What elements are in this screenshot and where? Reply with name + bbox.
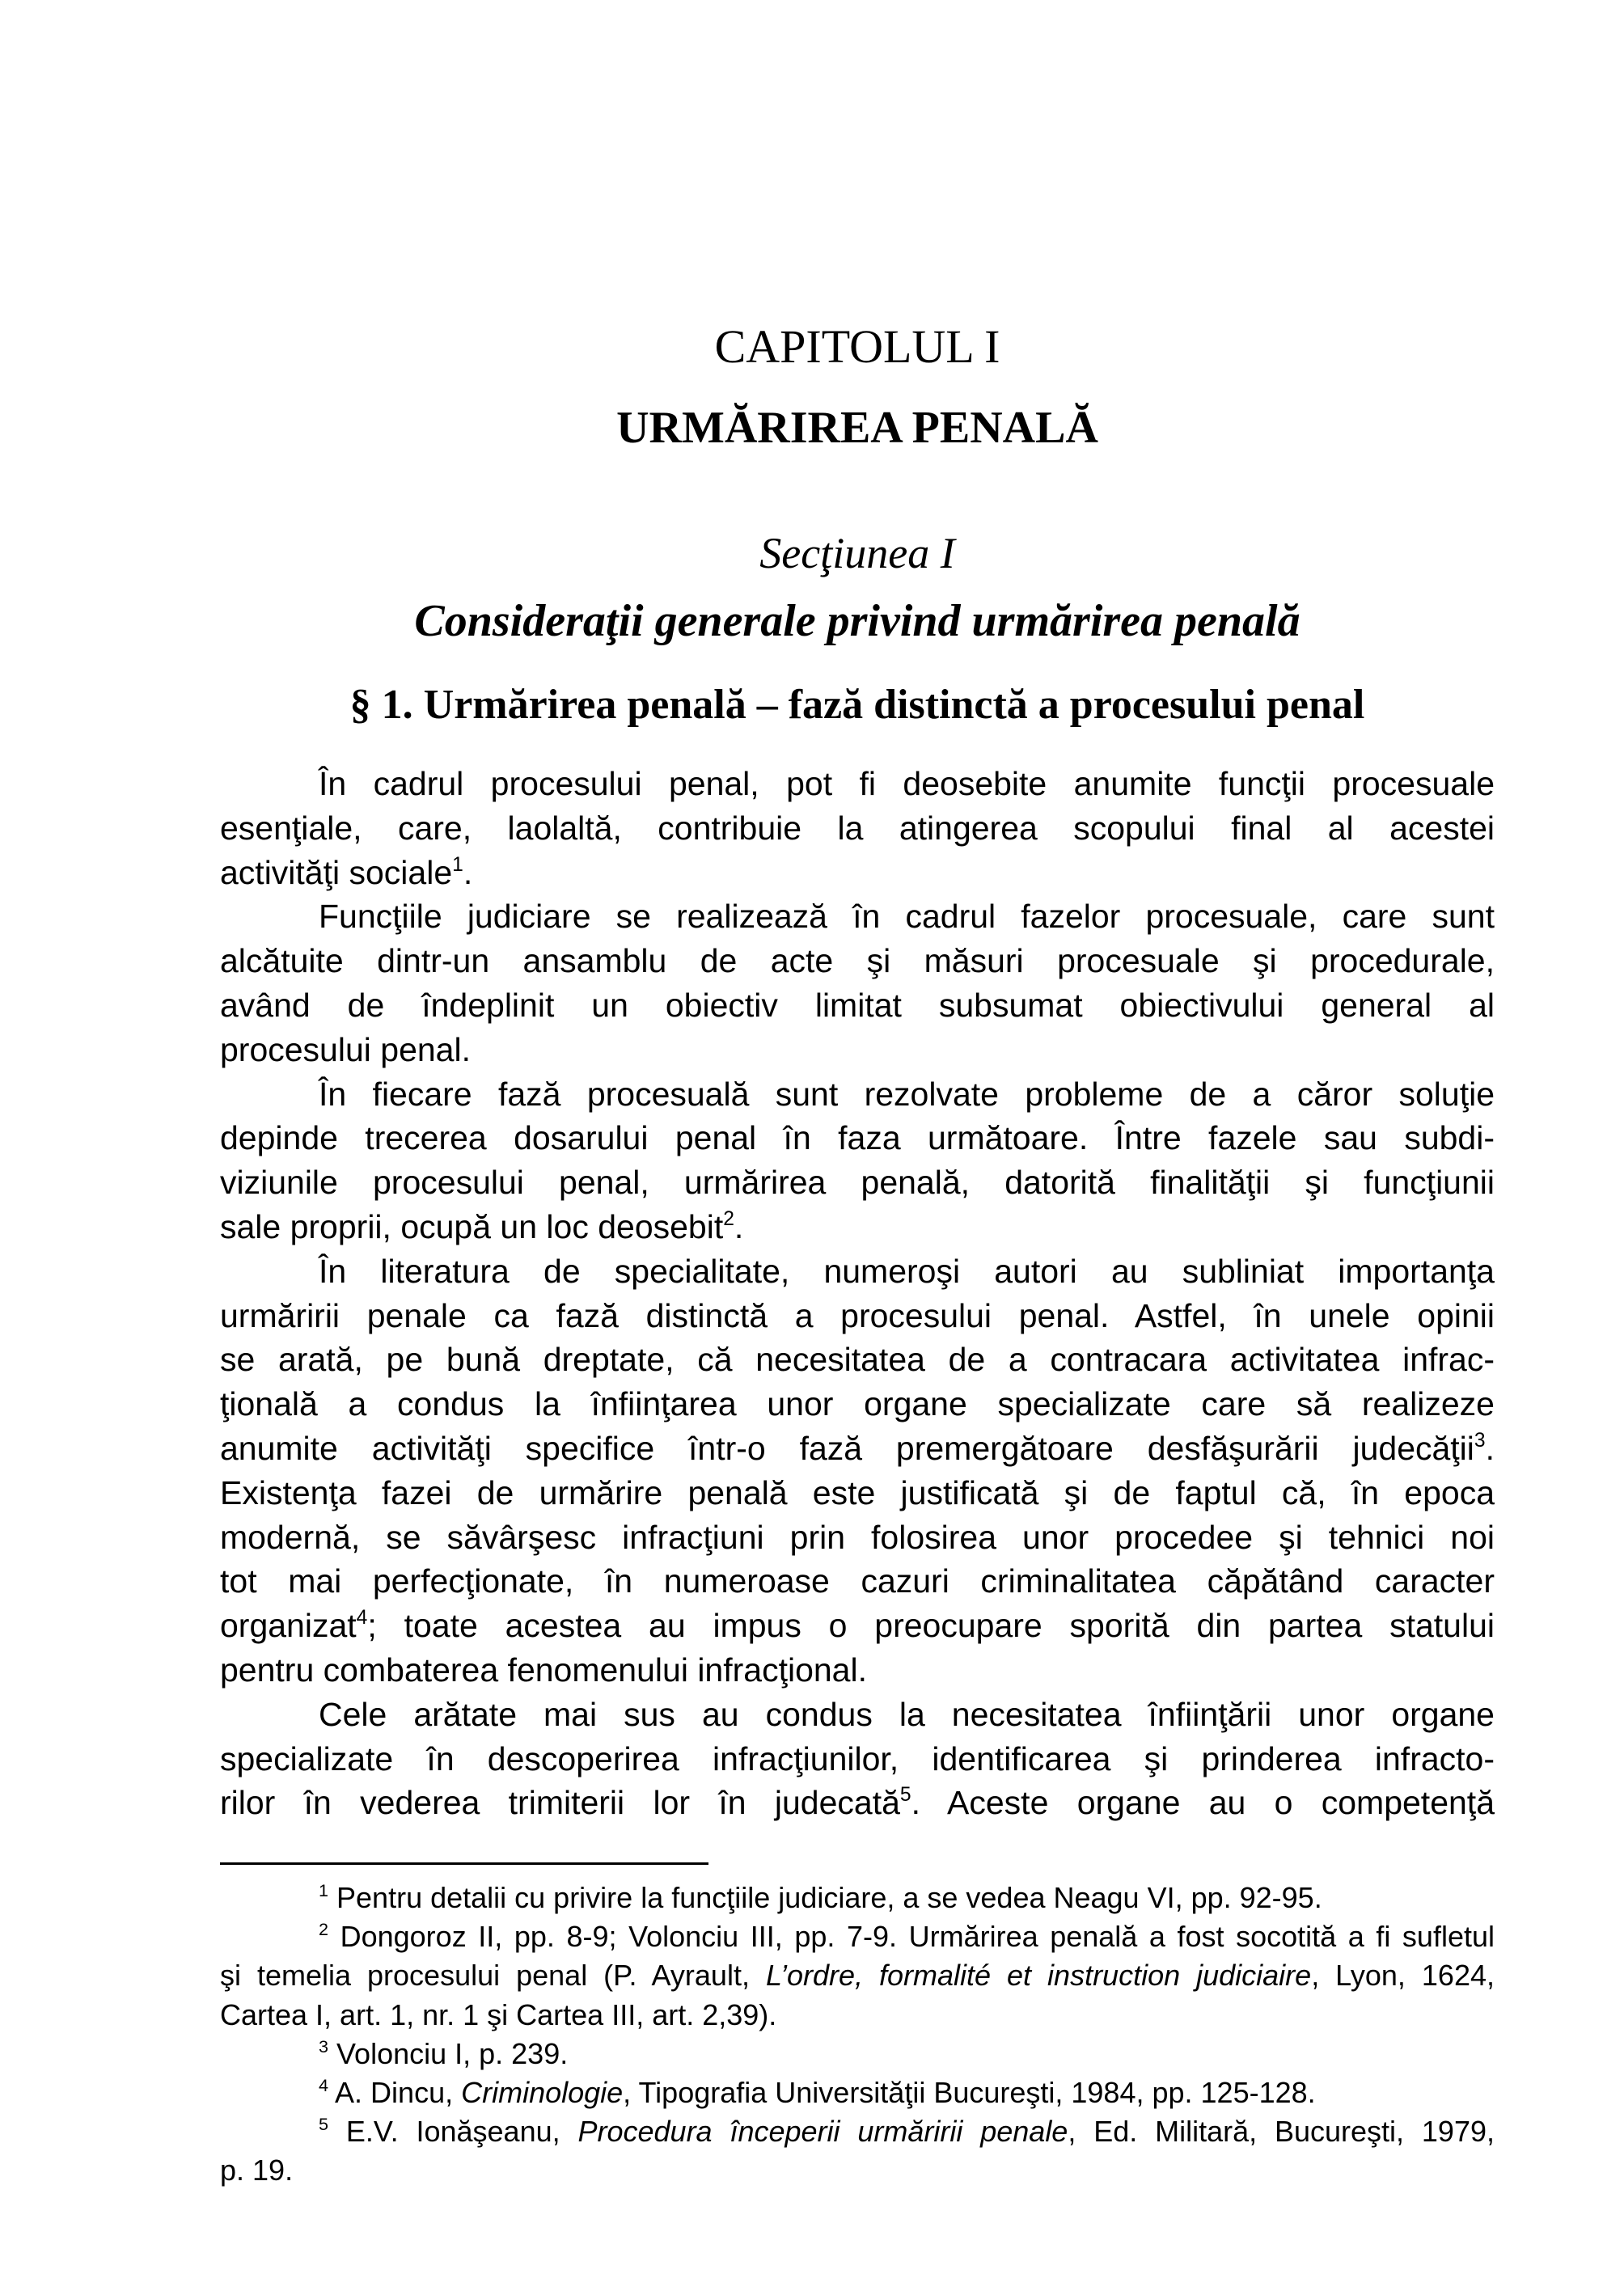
body-text: urmăririi penale ca fază distinctă a procesului penal. Astfel, în unele opinii <box>220 1296 1495 1334</box>
footnote-reference: 2 <box>319 1919 329 1940</box>
footnote-text: A. Dincu, <box>328 2076 462 2109</box>
section-heading: Secţiunea I <box>759 529 955 577</box>
body-line <box>220 1160 1495 1204</box>
footnote-text: , Lyon, 1624, <box>1311 1959 1495 1993</box>
footnote-text: Dongoroz II, pp. 8-9; Volonciu III, pp. 7-9. Urmărirea penală a fost socotită a fi sufletul <box>328 1920 1495 1954</box>
footnote-line <box>220 2112 1495 2151</box>
body-text: specializate în descoperirea infracţiunilor, identificarea şi prinderea infracto- <box>220 1739 1495 1777</box>
body-text: rilor în vederea trimiterii lor în judecată <box>220 1784 900 1822</box>
footnote-text: Cartea I, art. 1, nr. 1 şi Cartea III, art. 2,39). <box>220 1997 777 2031</box>
footnote-reference: 4 <box>356 1607 368 1629</box>
footnote-line <box>220 1917 1495 1956</box>
body-text: . Aceste organe au o competenţă <box>911 1784 1495 1822</box>
footnote-text: Pentru detalii cu privire la funcţiile judiciare, a se vedea Neagu VI, pp. 92-95. <box>328 1881 1322 1914</box>
footnote-reference: 1 <box>452 853 463 876</box>
body-line <box>220 1205 1495 1249</box>
body-text: pentru combaterea fenomenului infracţional. <box>220 1651 867 1689</box>
body-text: având de îndeplinit un obiectiv limitat subsumat obiectivului general al <box>220 987 1495 1024</box>
body-text: Cele arătate mai sus au condus la necesitatea înfiinţării unor organe <box>319 1695 1495 1733</box>
body-line <box>220 806 1495 850</box>
body-line <box>220 983 1495 1027</box>
body-line <box>220 1604 1495 1647</box>
body-text: anumite activităţi specifice într-o fază premergătoare desfăşurării judecăţii <box>220 1430 1474 1467</box>
body-line <box>220 894 1495 938</box>
body-text: se arată, pe bună dreptate, că necesitatea de a contracara activitatea infrac- <box>220 1341 1495 1379</box>
footnote-reference: 1 <box>319 1879 329 1900</box>
body-line <box>220 1116 1495 1160</box>
body-line <box>220 1648 1495 1692</box>
body-line <box>220 762 1495 805</box>
body-line <box>220 1559 1495 1603</box>
body-text: . <box>463 853 473 891</box>
body-line <box>220 1249 1495 1293</box>
body-text: tot mai perfecţionate, în numeroase cazuri criminalitatea căpătând caracter <box>220 1562 1495 1600</box>
body-line <box>220 939 1495 983</box>
body-line <box>220 1427 1495 1470</box>
footnote-text: , Tipografia Universităţii Bucureşti, 1984, pp. 125-128. <box>623 2076 1316 2109</box>
body-line <box>220 1338 1495 1381</box>
body-text: organizat <box>220 1607 357 1645</box>
footnote-line <box>220 2073 1495 2112</box>
body-text: activităţi sociale <box>220 853 453 891</box>
body-line <box>220 1294 1495 1338</box>
body-text: depinde trecerea dosarului penal în faza următoare. Între fazele sau subdi- <box>220 1119 1495 1157</box>
body-text: ţională a condus la înfiinţarea unor organe specializate care să realizeze <box>220 1385 1495 1423</box>
footnote-reference: 5 <box>319 2114 329 2135</box>
body-text: În cadrul procesului penal, pot fi deosebite anumite funcţii procesuale <box>319 765 1495 802</box>
body-text: Existenţa fazei de urmărire penală este justificată şi de faptul că, în epoca <box>220 1473 1495 1511</box>
body-text: procesului penal. <box>220 1030 471 1068</box>
footnote-line <box>220 1879 1495 1917</box>
body-line <box>220 1028 1495 1072</box>
body-text: esenţiale, care, laolaltă, contribuie la atingerea scopului final al acestei <box>220 809 1495 847</box>
body-text: . <box>1485 1430 1495 1467</box>
body-text: sale proprii, ocupă un loc deosebit <box>220 1208 724 1245</box>
chapter-title: URMĂRIREA PENALĂ <box>616 403 1098 453</box>
body-line <box>220 1781 1495 1824</box>
body-text: ; toate acestea au impus o preocupare sporită din partea statului <box>367 1607 1495 1645</box>
footnote-text: şi temelia procesului penal (P. Ayrault, <box>220 1959 766 1993</box>
footnote-reference: 4 <box>319 2074 329 2095</box>
footnote-reference: 3 <box>319 2035 329 2056</box>
body-line <box>220 1382 1495 1426</box>
body-line <box>220 1693 1495 1736</box>
footnote-text: Criminologie <box>461 2076 624 2109</box>
paragraph-heading: § 1. Urmărirea penală – fază distinctă a procesului penal <box>349 682 1365 728</box>
body-text: . <box>734 1208 744 1245</box>
footnote-line <box>220 1996 1495 2035</box>
body-text: În fiecare fază procesuală sunt rezolvate probleme de a căror soluţie <box>319 1075 1495 1113</box>
footnote-reference: 2 <box>723 1208 734 1231</box>
footnote-reference: 3 <box>1474 1430 1486 1452</box>
body-text: viziunile procesului penal, urmărirea penală, datorită finalităţii şi funcţiunii <box>220 1164 1495 1202</box>
body-text: Funcţiile judiciare se realizează în cadrul fazelor procesuale, care sunt <box>319 898 1495 936</box>
footnote-text: Volonciu I, p. 239. <box>328 2036 569 2070</box>
footnote-text: Procedura începerii urmăririi penale <box>577 2115 1068 2149</box>
footnote-text: E.V. Ionăşeanu, <box>328 2115 578 2149</box>
body-text: modernă, se săvârşesc infracţiuni prin folosirea unor procedee şi tehnici noi <box>220 1518 1495 1556</box>
footnote-line <box>220 1956 1495 1995</box>
footnote-separator <box>220 1862 708 1865</box>
body-line <box>220 851 1495 894</box>
body-text: alcătuite dintr-un ansamblu de acte şi măsuri procesuale şi procedurale, <box>220 942 1495 980</box>
footnote-reference: 5 <box>899 1784 911 1807</box>
footnote-text: L’ordre, formalité et instruction judiciaire <box>765 1959 1312 1993</box>
body-text: În literatura de specialitate, numeroşi autori au subliniat importanţa <box>319 1252 1495 1290</box>
section-title: Consideraţii generale privind urmărirea penală <box>414 596 1300 646</box>
body-line <box>220 1737 1495 1781</box>
body-line <box>220 1515 1495 1559</box>
body-line <box>220 1471 1495 1515</box>
body-line <box>220 1072 1495 1116</box>
footnote-text: p. 19. <box>220 2154 294 2187</box>
chapter-heading: CAPITOLUL I <box>714 320 1000 373</box>
footnote-text: , Ed. Militară, Bucureşti, 1979, <box>1068 2115 1495 2149</box>
footnote-line <box>220 2151 1495 2190</box>
footnote-line <box>220 2035 1495 2073</box>
